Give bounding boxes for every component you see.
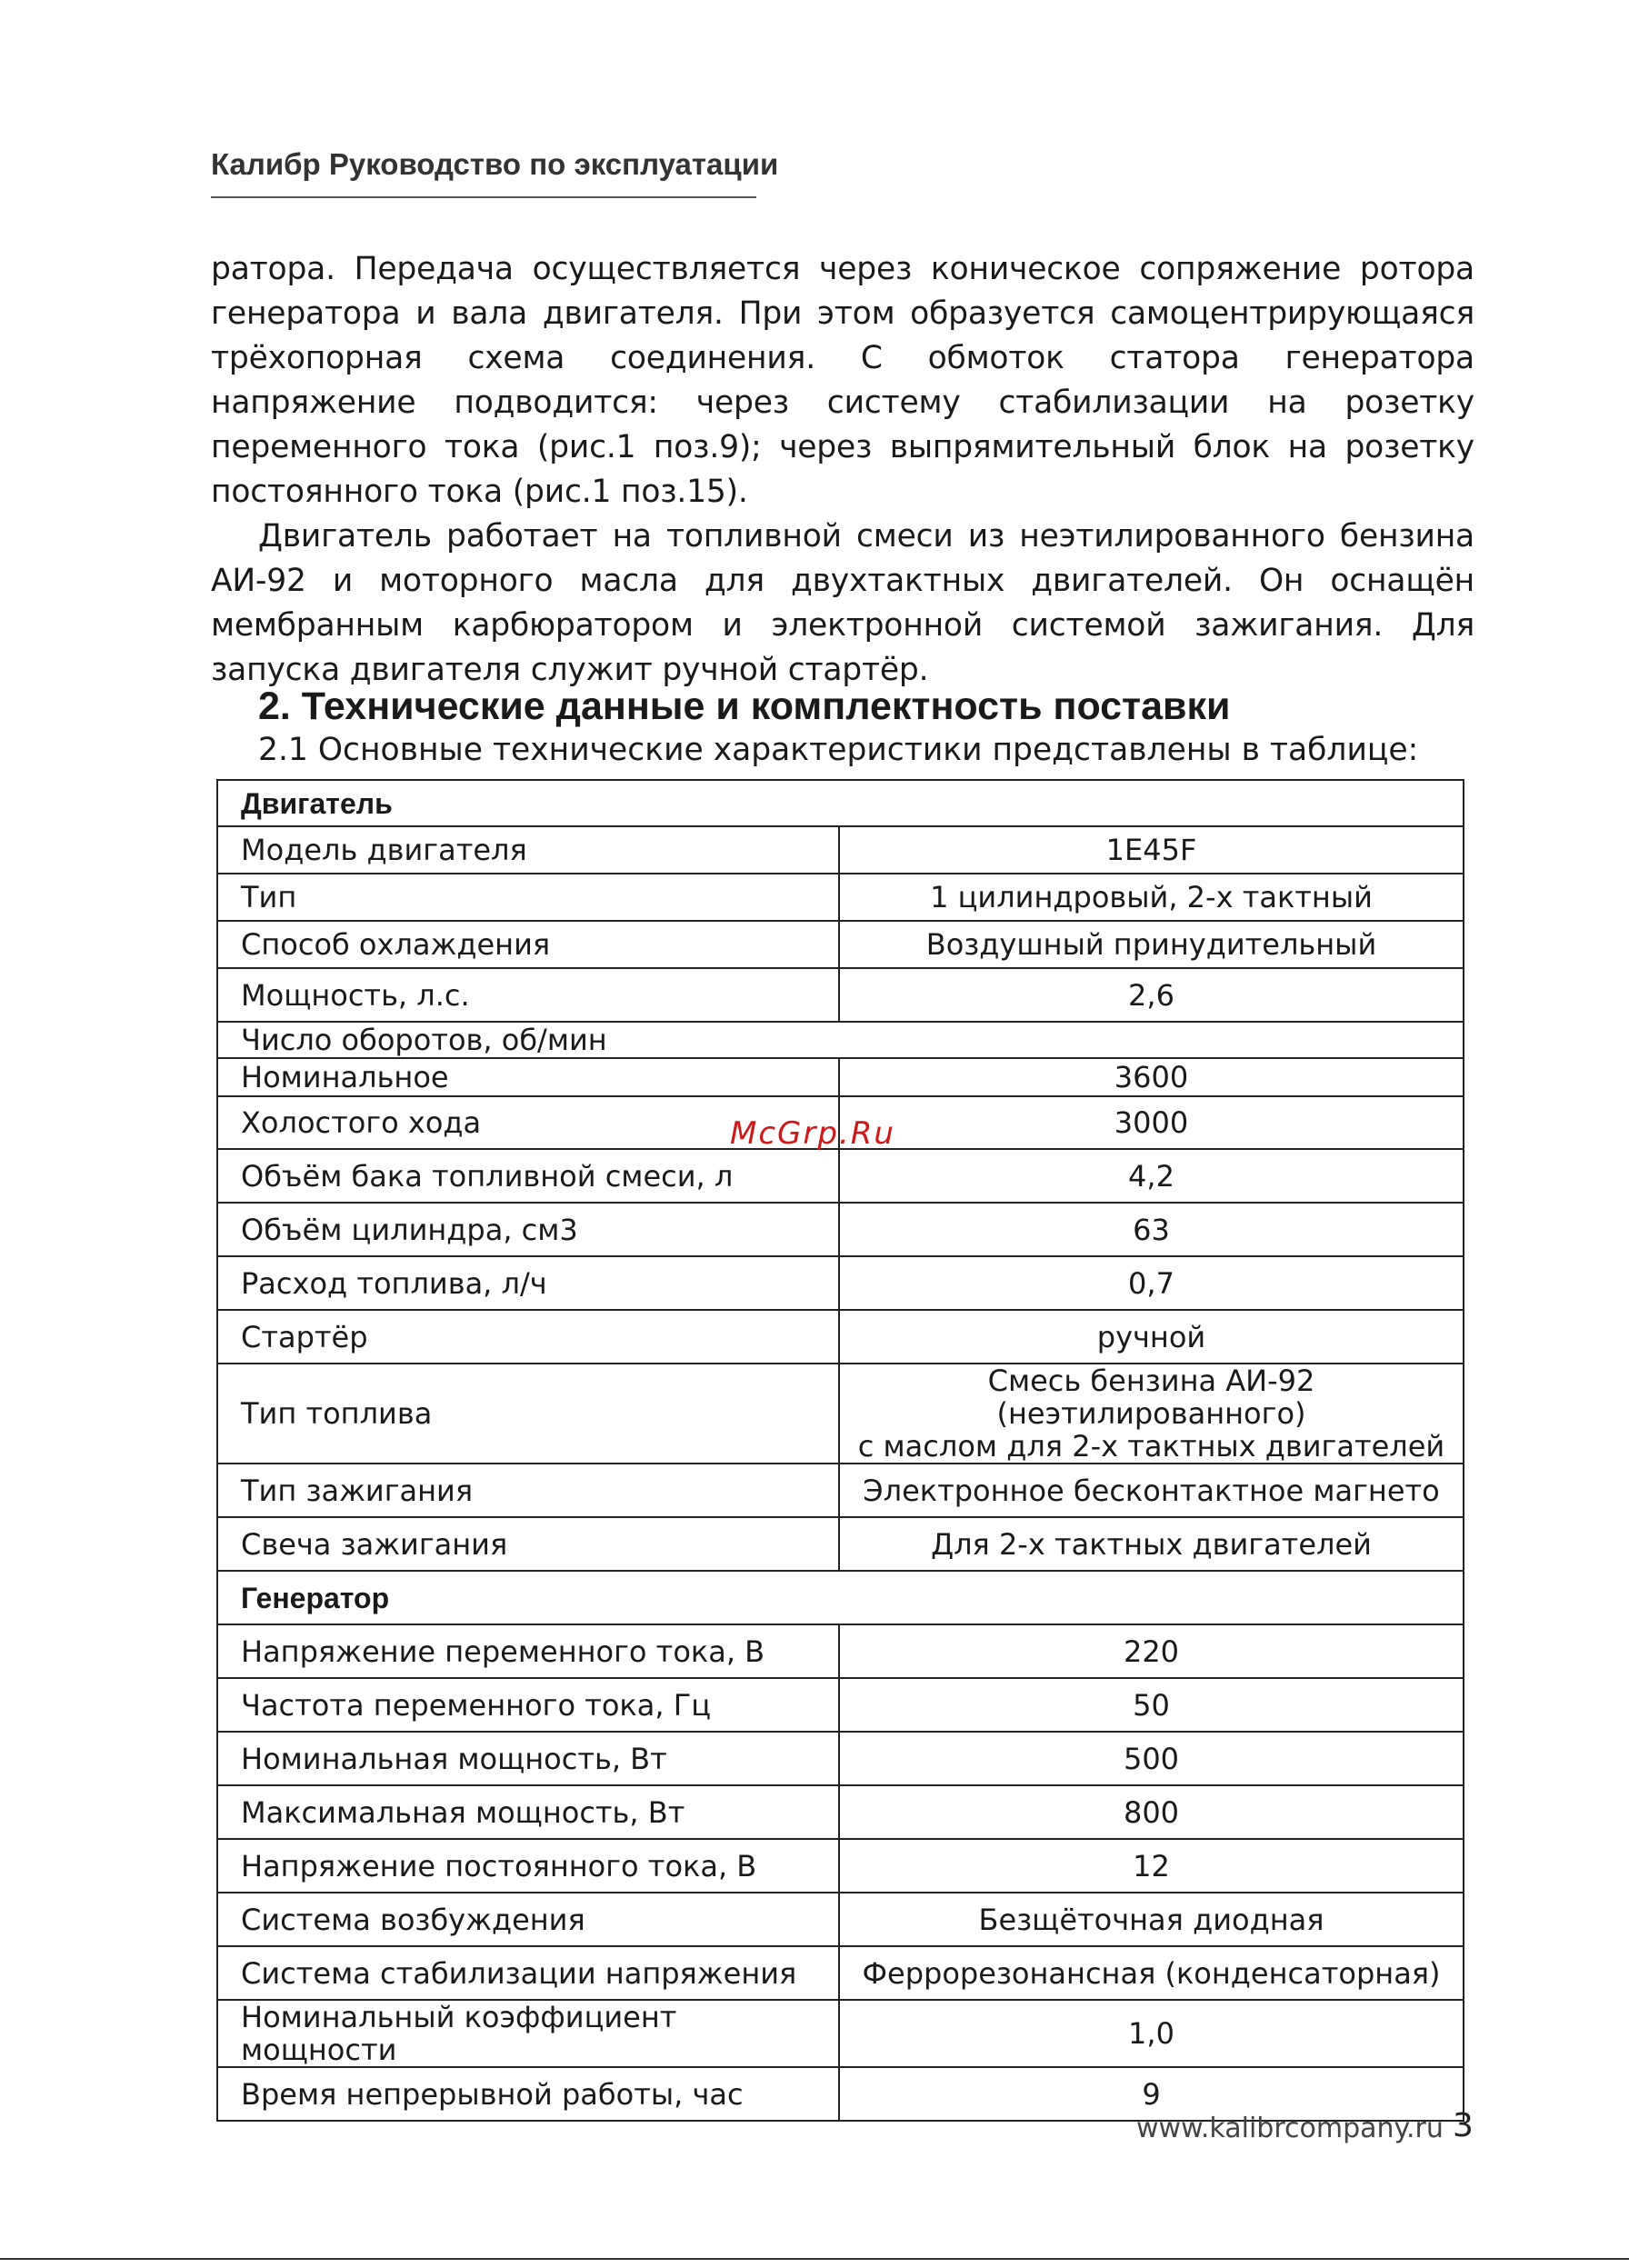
row-value: ручной [839, 1310, 1464, 1364]
row-value: 1,0 [839, 2000, 1464, 2067]
row-label: Максимальная мощность, Вт [217, 1785, 839, 1839]
row-label: Номинальная мощность, Вт [217, 1732, 839, 1785]
row-label: Тип [217, 874, 839, 921]
page-number: 3 [1453, 2107, 1474, 2144]
table-row [217, 1678, 1464, 1732]
paragraph-2: Двигатель работает на топливной смеси из неэтилированного бензина АИ-92 и моторного масла для двухтактных двигателей. Он оснащён мембранным карбюратором и электронной системой зажигания. Для запуска двигателя служит ручной стартёр. [211, 518, 1474, 688]
row-label: Модель двигателя [217, 826, 839, 874]
table-row [217, 1785, 1464, 1839]
row-value [839, 1364, 1464, 1464]
paragraph-1: ратора. Передача осуществляется через коническое сопряжение ротора генератора и вала двигателя. При этом образуется самоцентрирующаяся трёхопорная схема соединения. С обмоток статора генератора напряжение подводится: через систему стабилизации на розетку переменного тока (рис.1 поз.9); через выпрямительный блок на розетку постоянного тока (рис.1 поз.15). [211, 251, 1474, 510]
row-label: Номинальный коэффициент мощности [217, 2000, 839, 2067]
row-label: Система возбуждения [217, 1893, 839, 1946]
table-row [217, 1058, 1464, 1096]
row-value: 2,6 [839, 968, 1464, 1022]
row-label: Напряжение постоянного тока, В [217, 1839, 839, 1893]
row-label: Тип топлива [217, 1364, 839, 1464]
row-value: 500 [839, 1732, 1464, 1785]
table-row [217, 826, 1464, 874]
fuel-value-line-2: с маслом для 2-х тактных двигателей [857, 1429, 1445, 1464]
rpm-label: Число оборотов, об/мин [217, 1022, 1464, 1058]
section-intro: 2.1 Основные технические характеристики представлены в таблице: [258, 732, 1419, 768]
footer-url[interactable]: www.kalibrcompany.ru [1136, 2113, 1444, 2144]
row-value: Безщёточная диодная [839, 1893, 1464, 1946]
row-value: 63 [839, 1203, 1464, 1256]
row-value: Электронное бесконтактное магнето [839, 1464, 1464, 1517]
row-label: Холостого хода [217, 1096, 839, 1149]
table-row [217, 1839, 1464, 1893]
row-label: Свеча зажигания [217, 1517, 839, 1571]
row-value: 3000 [839, 1096, 1464, 1149]
row-value: Воздушный принудительный [839, 921, 1464, 968]
row-value: 4,2 [839, 1149, 1464, 1203]
body-text [211, 247, 1474, 693]
group-engine: Двигатель [217, 780, 1464, 826]
row-label: Мощность, л.с. [217, 968, 839, 1022]
watermark: McGrp.Ru [730, 1115, 895, 1152]
table-row [217, 2000, 1464, 2067]
bottom-divider [0, 2258, 1629, 2260]
row-value: 3600 [839, 1058, 1464, 1096]
table-row [217, 874, 1464, 921]
row-value: Для 2-х тактных двигателей [839, 1517, 1464, 1571]
table-subheader-row [217, 1022, 1464, 1058]
row-label: Время непрерывной работы, час [217, 2067, 839, 2121]
row-value: 0,7 [839, 1256, 1464, 1310]
row-value: 800 [839, 1785, 1464, 1839]
table-row [217, 1893, 1464, 1946]
table-group-row [217, 1571, 1464, 1624]
row-label: Способ охлаждения [217, 921, 839, 968]
row-label: Объём бака топливной смеси, л [217, 1149, 839, 1203]
row-label: Система стабилизации напряжения [217, 1946, 839, 2000]
row-label: Стартёр [217, 1310, 839, 1364]
row-value: 220 [839, 1624, 1464, 1678]
row-label: Частота переменного тока, Гц [217, 1678, 839, 1732]
row-value: Феррорезонансная (конденсаторная) [839, 1946, 1464, 2000]
row-value: 9 [839, 2067, 1464, 2121]
table-row [217, 1149, 1464, 1203]
section-title: 2. Технические данные и комплектность поставки [258, 684, 1231, 728]
group-generator: Генератор [217, 1571, 1464, 1624]
table-group-row [217, 780, 1464, 826]
row-label: Объём цилиндра, см3 [217, 1203, 839, 1256]
document-header: Калибр Руководство по эксплуатации [211, 147, 756, 198]
table-row [217, 1946, 1464, 2000]
row-label: Тип зажигания [217, 1464, 839, 1517]
table-row [217, 921, 1464, 968]
table-row [217, 1464, 1464, 1517]
row-value: 1E45F [839, 826, 1464, 874]
table-row [217, 968, 1464, 1022]
row-label: Расход топлива, л/ч [217, 1256, 839, 1310]
row-value: 1 цилиндровый, 2-х тактный [839, 874, 1464, 921]
table-row [217, 1310, 1464, 1364]
table-row [217, 1364, 1464, 1464]
spec-table [216, 779, 1464, 2122]
table-row [217, 1732, 1464, 1785]
row-value: 50 [839, 1678, 1464, 1732]
row-value: 12 [839, 1839, 1464, 1893]
row-label: Напряжение переменного тока, В [217, 1624, 839, 1678]
table-row [217, 1256, 1464, 1310]
row-label: Номинальное [217, 1058, 839, 1096]
table-row [217, 1517, 1464, 1571]
fuel-value-line-1: Смесь бензина АИ-92 (неэтилированного) [987, 1364, 1315, 1431]
table-row [217, 1203, 1464, 1256]
table-row [217, 1624, 1464, 1678]
